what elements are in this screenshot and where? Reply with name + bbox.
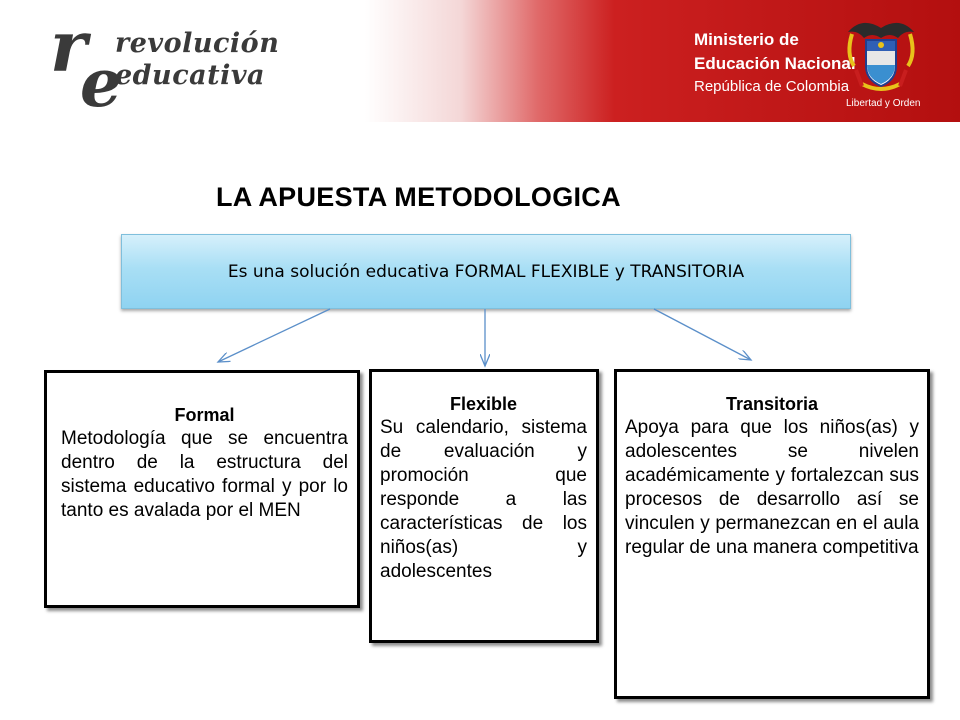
flexible-box — [369, 369, 599, 643]
logo-word-educativa: educativa — [115, 60, 266, 91]
colombia-coat-of-arms-icon — [842, 14, 920, 94]
ministry-line-2: Educación Nacional — [694, 54, 856, 73]
definition-banner-text: Es una solución educativa FORMAL FLEXIBLE y TRANSITORIA — [227, 261, 745, 282]
logo-initial-r: r — [50, 5, 87, 88]
ministry-line-1: Ministerio de — [694, 30, 799, 49]
header-band — [0, 0, 960, 122]
formal-box — [44, 370, 360, 608]
transitoria-description: Apoya para que los niños(as) y adolescentes se nivelen académicamente y fortalezcan sus procesos de desarrollo así se vinculen y permanezcan en el aula regular de una manera competitiva — [625, 417, 919, 558]
motto-text: Libertad y Orden — [846, 98, 921, 109]
formal-heading: Formal — [174, 405, 235, 425]
logo-initial-e: e — [80, 44, 122, 122]
revolucion-educativa-logo — [40, 5, 280, 122]
definition-banner — [121, 234, 851, 309]
formal-description: Metodología que se encuentra dentro de la estructura del sistema educativo formal y por lo tanto es avalada por el MEN — [61, 428, 348, 521]
ministry-line-3: República de Colombia — [694, 78, 850, 95]
flexible-description: Su calendario, sistema de evaluación y promoción que responde a las características de los niños(as) y adolescentes — [380, 417, 587, 582]
ministry-name — [694, 28, 856, 98]
page-title: LA APUESTA METODOLOGICA — [216, 182, 621, 212]
arrow-to-transitoria — [654, 309, 751, 360]
transitoria-box — [614, 369, 930, 699]
transitoria-heading: Transitoria — [725, 394, 819, 414]
logo-word-revolucion: revolución — [115, 28, 280, 59]
flexible-heading: Flexible — [449, 394, 518, 414]
arrow-to-formal — [218, 309, 330, 362]
